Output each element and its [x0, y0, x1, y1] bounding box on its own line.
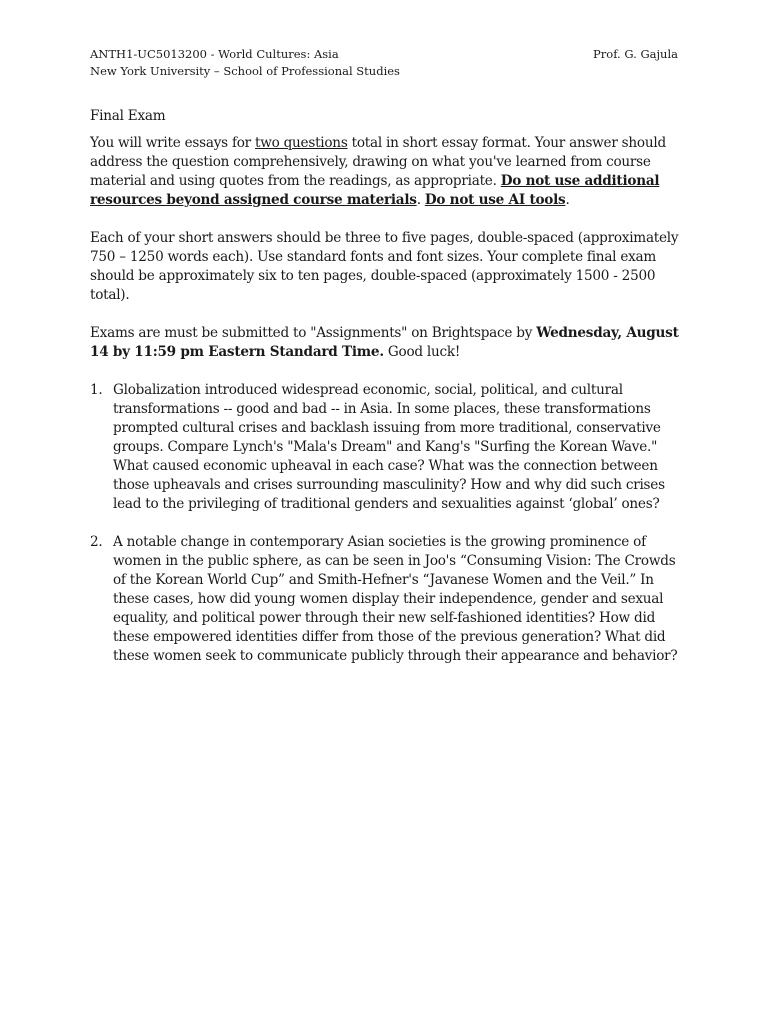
length-paragraph: Each of your short answers should be three to five pages, double-spaced (approximately 750 – 1250 words each). Use standard fonts and font sizes. Your complete final exam should be approximately six to ten pages, double-spaced (approximately 1500 - 2500 total). — [90, 230, 679, 303]
question-text: Globalization introduced widespread economic, social, political, and cultural transformations -- good and bad -- in Asia. In some places, these transformations prompted cultural crises and backlash issuing from more traditional, conservative groups. Compare Lynch's "Mala's Dream" and Kang's "Surfing the Korean Wave." What caused economic upheaval in each case? What was the connection between those upheavals and crises surrounding masculinity? How and why did such crises lead to the privileging of traditional genders and sexualities against ‘global’ ones? — [113, 382, 665, 512]
intro-text-3: . — [416, 192, 425, 208]
question-item — [90, 533, 680, 666]
course-code: ANTH1-UC5013200 - World Cultures: Asia — [90, 47, 339, 61]
rule-no-additional-resources: Do not use additional resources beyond assigned course materials — [90, 173, 660, 208]
submission-paragraph — [90, 324, 680, 362]
page-header — [90, 46, 678, 80]
document-title: Final Exam — [90, 108, 166, 124]
intro-emphasis-two-questions: two questions — [254, 135, 348, 151]
submission-closing: Good luck! — [383, 344, 461, 360]
intro-text-4: . — [565, 192, 570, 208]
question-text: A notable change in contemporary Asian societies is the growing prominence of women in the public sphere, as can be seen in Joo's “Consuming Vision: The Crowds of the Korean World Cup” and Smith-Hefner's “Javanese Women and the Veil.” In these cases, how did young women display their independence, gender and sexual equality, and political power through their new self-fashioned identities? How did these empowered identities differ from those of the previous generation? What did these women seek to communicate publicly through their appearance and behavior? — [113, 534, 678, 664]
document-body — [90, 107, 680, 685]
submission-text: Exams are must be submitted to "Assignments" on Brightspace by — [90, 325, 537, 341]
intro-text-2: total in short essay format. Your answer should address the question comprehensively, drawing on what you've learned from course material and using quotes from the readings, as appropriate. — [90, 135, 666, 189]
question-item — [90, 381, 680, 514]
question-list — [90, 381, 680, 666]
professor-name: Prof. G. Gajula — [593, 47, 678, 61]
institution-name: New York University – School of Professional Studies — [90, 64, 400, 78]
submission-deadline: Wednesday, August 14 by 11:59 pm Eastern Standard Time. — [90, 325, 679, 360]
question-number: 2. — [90, 534, 103, 550]
rule-no-ai-tools: Do not use AI tools — [424, 192, 566, 208]
intro-paragraph — [90, 134, 680, 210]
intro-text-1: You will write essays for — [90, 135, 255, 151]
header-row — [90, 46, 678, 63]
question-number: 1. — [90, 382, 103, 398]
